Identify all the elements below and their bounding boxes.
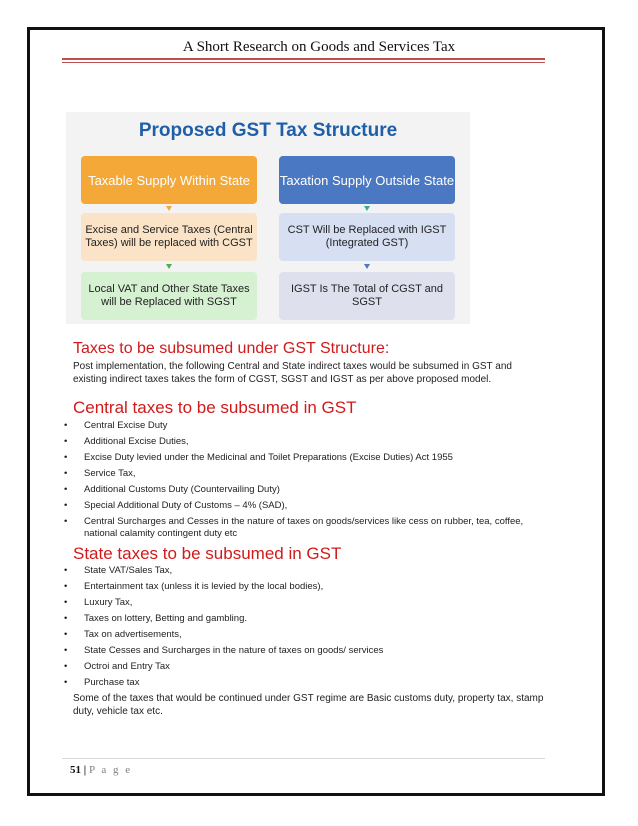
list-item: • Purchase tax — [64, 677, 140, 688]
footer-rule — [62, 758, 545, 759]
list-item: • Octroi and Entry Tax — [64, 661, 170, 672]
list-item: • Special Additional Duty of Customs – 4% (SAD), — [64, 500, 288, 511]
bullet-icon: • — [64, 452, 68, 463]
box-igst-replacement: CST Will be Replaced with IGST (Integrated GST) — [279, 213, 455, 261]
box-sgst-replacement: Local VAT and Other State Taxes will be Replaced with SGST — [81, 272, 257, 320]
list-item: • Central Surcharges and Cesses in the nature of taxes on goods/services like cess on rubber, tea, coffee, national calamity contingent duty etc — [64, 516, 524, 539]
bullet-icon: • — [64, 661, 68, 672]
section-heading-central: Central taxes to be subsumed in GST — [73, 398, 357, 417]
list-item: • Entertainment tax (unless it is levied by the local bodies), — [64, 581, 324, 592]
list-item: • Central Excise Duty — [64, 420, 168, 431]
section-heading-state: State taxes to be subsumed in GST — [73, 544, 342, 563]
footer-separator: | — [83, 764, 87, 776]
page-number: 51 — [70, 764, 81, 776]
down-arrow-icon — [364, 264, 370, 269]
bullet-icon: • — [64, 420, 68, 431]
closing-paragraph: Some of the taxes that would be continued under GST regime are Basic customs duty, property tax, stamp duty, vehicle tax etc. — [73, 693, 544, 717]
list-item: • Service Tax, — [64, 468, 136, 479]
bullet-icon: • — [64, 645, 68, 656]
page-footer — [70, 764, 132, 776]
document-header-title: A Short Research on Goods and Services Tax — [182, 39, 456, 55]
list-item: • Excise Duty levied under the Medicinal and Toilet Preparations (Excise Duties) Act 1955 — [64, 452, 453, 463]
page-label: P a g e — [88, 764, 133, 776]
bullet-icon: • — [64, 500, 68, 511]
bullet-icon: • — [64, 484, 68, 495]
list-item: • Additional Customs Duty (Countervailing Duty) — [64, 484, 280, 495]
box-igst-total: IGST Is The Total of CGST and SGST — [279, 272, 455, 320]
bullet-icon: • — [64, 629, 68, 640]
bullet-icon: • — [64, 436, 68, 447]
gst-structure-diagram — [66, 112, 470, 324]
section-intro-paragraph: Post implementation, the following Central and State indirect taxes would be subsumed in GST and existing indirect taxes takes the form of CGST, SGST and IGST as per above proposed model. — [73, 361, 512, 385]
bullet-icon: • — [64, 677, 68, 688]
bullet-icon: • — [64, 597, 68, 608]
down-arrow-icon — [166, 206, 172, 211]
central-taxes-list — [0, 420, 638, 544]
list-item: • Taxes on lottery, Betting and gambling. — [64, 613, 248, 624]
bullet-icon: • — [64, 516, 68, 527]
diagram-title: Proposed GST Tax Structure — [138, 120, 398, 141]
list-item: • State Cesses and Surcharges in the nature of taxes on goods/ services — [64, 645, 384, 656]
list-item: • Luxury Tax, — [64, 597, 133, 608]
section-heading-subsumed: Taxes to be subsumed under GST Structure: — [73, 340, 390, 357]
box-taxation-supply-outside-state: Taxation Supply Outside State — [279, 156, 455, 204]
down-arrow-icon — [364, 206, 370, 211]
header-rule-thin — [62, 62, 545, 63]
list-item: • Tax on advertisements, — [64, 629, 182, 640]
box-cgst-replacement: Excise and Service Taxes (Central Taxes) will be replaced with CGST — [81, 213, 257, 261]
box-taxable-supply-within-state: Taxable Supply Within State — [81, 156, 257, 204]
state-taxes-list — [0, 565, 638, 693]
list-item: • Additional Excise Duties, — [64, 436, 189, 447]
bullet-icon: • — [64, 581, 68, 592]
header-rule — [62, 58, 545, 60]
down-arrow-icon — [166, 264, 172, 269]
bullet-icon: • — [64, 468, 68, 479]
list-item: • State VAT/Sales Tax, — [64, 565, 173, 576]
bullet-icon: • — [64, 565, 68, 576]
bullet-icon: • — [64, 613, 68, 624]
